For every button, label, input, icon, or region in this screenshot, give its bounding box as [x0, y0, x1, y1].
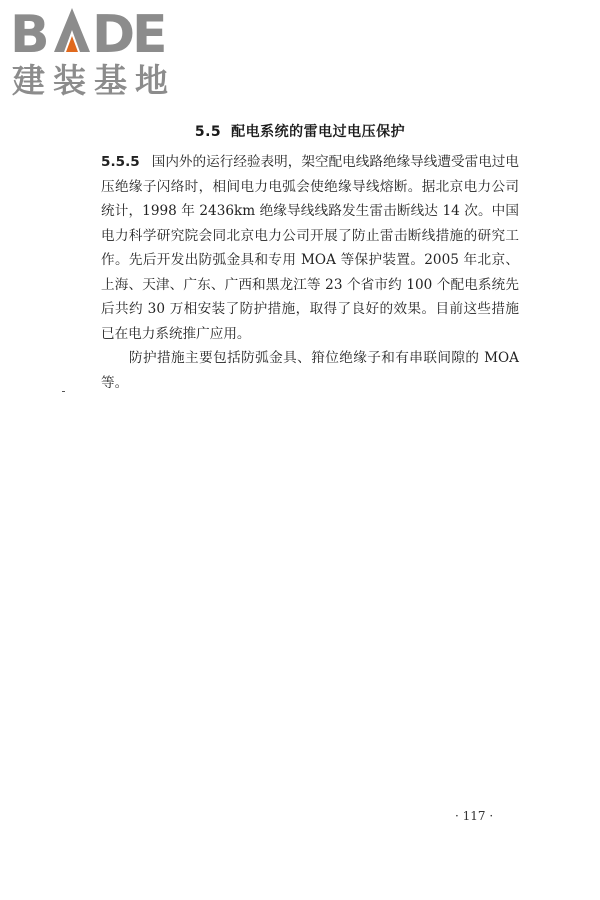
svg-text:B: B: [10, 6, 50, 65]
clause-text: 国内外的运行经验表明，架空配电线路绝缘导线遭受雷电过电压绝缘子闪络时，相间电力电弧会使绝缘导线熔断。据北京电力公司统计，1998 年 2436km 绝缘导线线路发生雷击断线达 14 次。中国电力科学研究院会同北京电力公司开展了防止雷击断线措施的研究工作。先后开发出防弧金具和专用 MOA 等保护装置。2005 年北京、上海、天津、广东、广西和黑龙江等 23 个省市约 100 个配电系统先后共约 30 万相安装了防护措施，取得了良好的效果。目前这些措施已在电力系统推广应用。: [101, 154, 519, 342]
clause-paragraph-1: [101, 150, 519, 346]
svg-text:E: E: [132, 6, 168, 65]
clause-body: [101, 150, 519, 395]
clause-paragraph-2: 防护措施主要包括防弧金具、箝位绝缘子和有串联间隙的 MOA 等。: [101, 350, 519, 391]
section-number: 5.5: [194, 124, 222, 140]
section-heading: [0, 121, 600, 141]
svg-text:建装基地: 建装基地: [12, 61, 176, 96]
stray-mark: [62, 391, 65, 392]
brand-logo: [10, 6, 180, 96]
svg-text:D: D: [92, 6, 136, 65]
section-title-text: 配电系统的雷电过电压保护: [231, 124, 406, 140]
page-number: · 117 ·: [455, 809, 494, 823]
clause-number: 5.5.5: [101, 154, 140, 170]
